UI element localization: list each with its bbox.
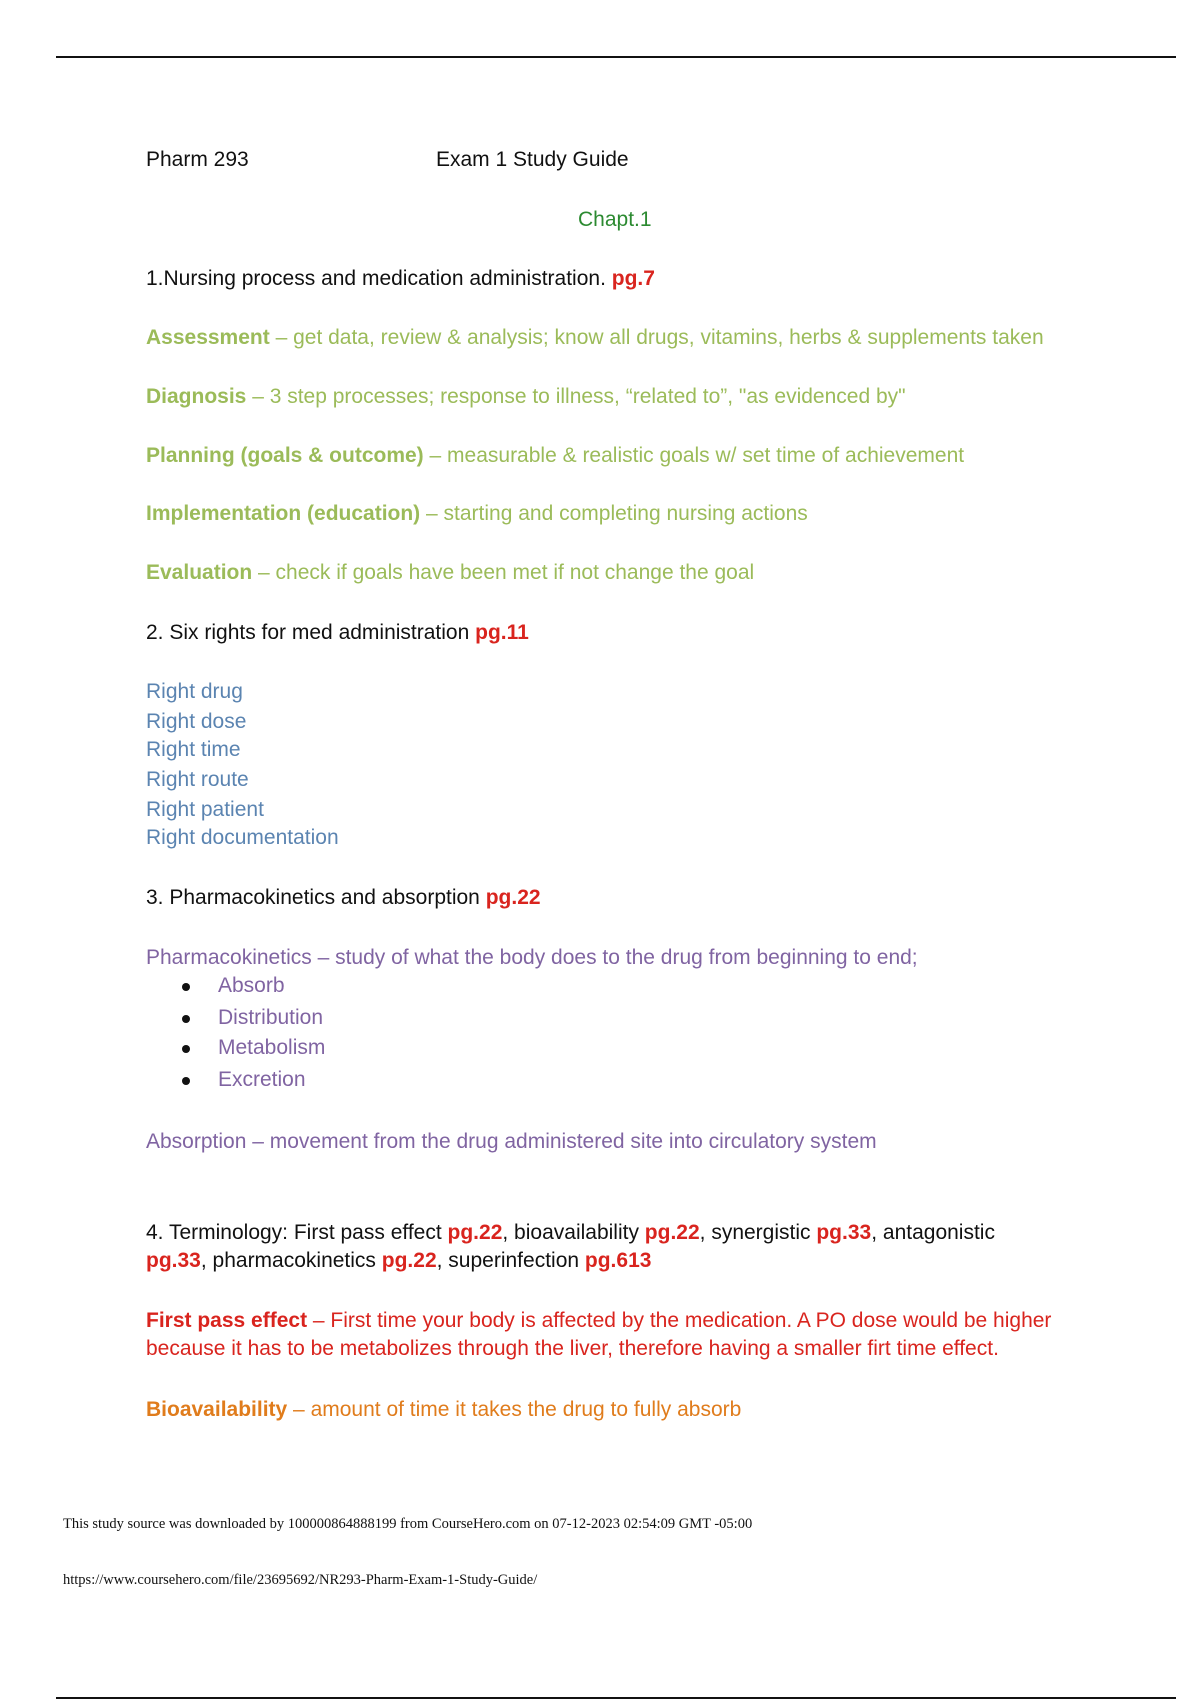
section-4-heading-line-1: 4. Terminology: First pass effect pg.22, bioavailability pg.22, synergistic pg.33, antagonistic: [146, 1221, 995, 1244]
first-pass-definition-line-2: because it has to be metabolizes through the liver, therefore having a smaller firt time effect.: [146, 1337, 999, 1360]
top-divider: [56, 56, 1176, 58]
download-note: This study source was downloaded by 100000864888199 from CourseHero.com on 07-12-2023 02:54:09 GMT -05:00: [63, 1516, 753, 1532]
nursing-step-diagnosis: Diagnosis – 3 step processes; response to illness, “related to”, "as evidenced by": [146, 385, 906, 408]
section-2-heading: 2. Six rights for med administration pg.11: [146, 621, 529, 644]
guide-title: Exam 1 Study Guide: [436, 148, 629, 171]
first-pass-definition-line-1: First pass effect – First time your body is affected by the medication. A PO dose would be higher: [146, 1309, 1052, 1332]
page-ref: pg.22: [485, 886, 541, 909]
bullet-dot: [182, 983, 190, 991]
bullet-dot: [182, 1045, 190, 1053]
section-3-heading: 3. Pharmacokinetics and absorption pg.22: [146, 886, 541, 909]
list-item: Distribution: [218, 1006, 324, 1029]
course-name: Pharm 293: [146, 148, 249, 171]
list-item: Absorb: [218, 974, 285, 997]
list-item: Right documentation: [146, 826, 339, 849]
nursing-step-planning: Planning (goals & outcome) – measurable & realistic goals w/ set time of achievement: [146, 444, 965, 467]
nursing-step-evaluation: Evaluation – check if goals have been met if not change the goal: [146, 561, 755, 584]
header-row: [146, 146, 249, 174]
absorption-definition: Absorption – movement from the drug administered site into circulatory system: [146, 1130, 877, 1153]
nursing-step-assessment: Assessment – get data, review & analysis; know all drugs, vitamins, herbs & supplements taken: [146, 326, 1044, 349]
chapter-heading: Chapt.1: [578, 208, 652, 231]
page-ref: pg.11: [475, 621, 529, 644]
list-item: Right patient: [146, 798, 264, 821]
page-ref: pg.7: [611, 267, 655, 290]
pharmacokinetics-definition: Pharmacokinetics – study of what the body does to the drug from beginning to end;: [146, 946, 918, 969]
bioavailability-definition: Bioavailability – amount of time it takes the drug to fully absorb: [146, 1398, 742, 1421]
list-item: Right time: [146, 738, 241, 761]
list-item: Right dose: [146, 710, 247, 733]
bullet-dot: [182, 1077, 190, 1085]
source-url[interactable]: https://www.coursehero.com/file/23695692/NR293-Pharm-Exam-1-Study-Guide/: [63, 1572, 538, 1588]
bottom-divider: [56, 1697, 1176, 1699]
nursing-step-implementation: Implementation (education) – starting and completing nursing actions: [146, 502, 808, 525]
list-item: Right route: [146, 768, 249, 791]
bullet-dot: [182, 1015, 190, 1023]
list-item: Right drug: [146, 680, 243, 703]
section-4-heading-line-2: pg.33, pharmacokinetics pg.22, superinfection pg.613: [146, 1249, 652, 1272]
section-1-heading: 1.Nursing process and medication administration. pg.7: [146, 267, 655, 290]
list-item: Metabolism: [218, 1036, 326, 1059]
list-item: Excretion: [218, 1068, 306, 1091]
